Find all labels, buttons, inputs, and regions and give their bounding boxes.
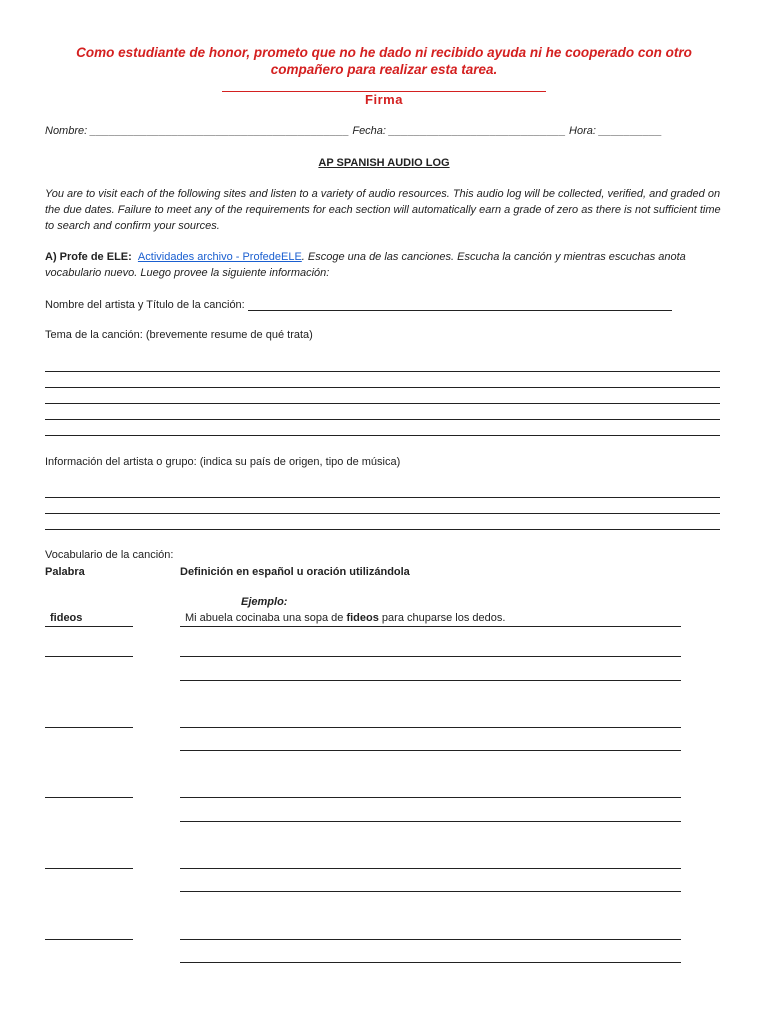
example-sentence <box>185 612 505 624</box>
nombre-field[interactable]: _________________________________________ <box>90 125 350 137</box>
example-sentence-word: fideos <box>346 612 379 624</box>
example-word: fideos <box>50 612 83 624</box>
honor-pledge: Como estudiante de honor, prometo que no he dado ni recibido ayuda ni he cooperado con otro compañero para realizar esta tarea. <box>76 45 692 77</box>
fecha-field[interactable]: ____________________________ <box>389 125 566 137</box>
profedeele-link[interactable]: Actividades archivo - ProfedeELE <box>137 251 302 263</box>
section-a-label: A) Profe de ELE: <box>45 251 132 263</box>
vocab-label: Vocabulario de la canción: <box>45 549 174 561</box>
section-a-instructions: . Escoge una de las canciones. Escucha la canción y mientras escuchas anota vocabulario nuevo. Luego provee la siguiente información: <box>45 251 686 279</box>
vocab-word-line-1[interactable] <box>45 656 133 657</box>
signature-label: Firma <box>365 92 403 107</box>
vocab-word-line-3[interactable] <box>45 797 133 798</box>
theme-line-4[interactable] <box>45 419 720 420</box>
vocab-word-line-2[interactable] <box>45 727 133 728</box>
artist-info-label: Información del artista o grupo: (indica su país de origen, tipo de música) <box>45 456 401 468</box>
vocab-definition-line-4b[interactable] <box>180 891 681 892</box>
vocab-definition-line-1a[interactable] <box>180 656 681 657</box>
artist-title-field <box>45 298 672 311</box>
artist-title-label: Nombre del artista y Título de la canción: <box>45 299 245 311</box>
vocab-definition-line-2a[interactable] <box>180 727 681 728</box>
artist-info-line-1[interactable] <box>45 497 720 498</box>
hora-field[interactable]: __________ <box>598 125 663 137</box>
vocab-definition-line-4a[interactable] <box>180 868 681 869</box>
vocab-definition-line-2b[interactable] <box>180 750 681 751</box>
vocab-definition-line-1b[interactable] <box>180 680 681 681</box>
fecha-label: Fecha: <box>352 125 386 137</box>
artist-info-line-3[interactable] <box>45 529 720 530</box>
theme-line-3[interactable] <box>45 403 720 404</box>
artist-title-input[interactable] <box>248 298 672 311</box>
vocab-definition-line-5b[interactable] <box>180 962 681 963</box>
theme-line-2[interactable] <box>45 387 720 388</box>
section-a <box>45 249 725 281</box>
vocab-word-line-4[interactable] <box>45 868 133 869</box>
vocab-word-line-5[interactable] <box>45 939 133 940</box>
theme-line-1[interactable] <box>45 371 720 372</box>
column-header-word: Palabra <box>45 566 85 578</box>
example-definition-line <box>180 626 681 627</box>
header-fields-row <box>45 125 662 137</box>
theme-line-5[interactable] <box>45 435 720 436</box>
theme-label: Tema de la canción: (brevemente resume de qué trata) <box>45 329 313 341</box>
example-sentence-start: Mi abuela cocinaba una sopa de <box>185 612 347 624</box>
document-title: AP SPANISH AUDIO LOG <box>318 157 450 169</box>
example-word-line <box>45 626 133 627</box>
intro-paragraph: You are to visit each of the following sites and listen to a variety of audio resources. This audio log will be collected, verified, and graded on the due dates. Failure to meet any of the requirements for each section will automatically earn a grade of zero as there is not sufficient time to search and confirm your sources. <box>45 188 721 232</box>
column-header-definition: Definición en español u oración utilizándola <box>180 566 410 578</box>
vocab-definition-line-3b[interactable] <box>180 821 681 822</box>
vocab-definition-line-5a[interactable] <box>180 939 681 940</box>
vocab-definition-line-3a[interactable] <box>180 797 681 798</box>
example-sentence-end: para chuparse los dedos. <box>378 612 506 624</box>
nombre-label: Nombre: <box>45 125 88 137</box>
hora-label: Hora: <box>569 125 596 137</box>
example-label: Ejemplo: <box>241 596 288 608</box>
artist-info-line-2[interactable] <box>45 513 720 514</box>
